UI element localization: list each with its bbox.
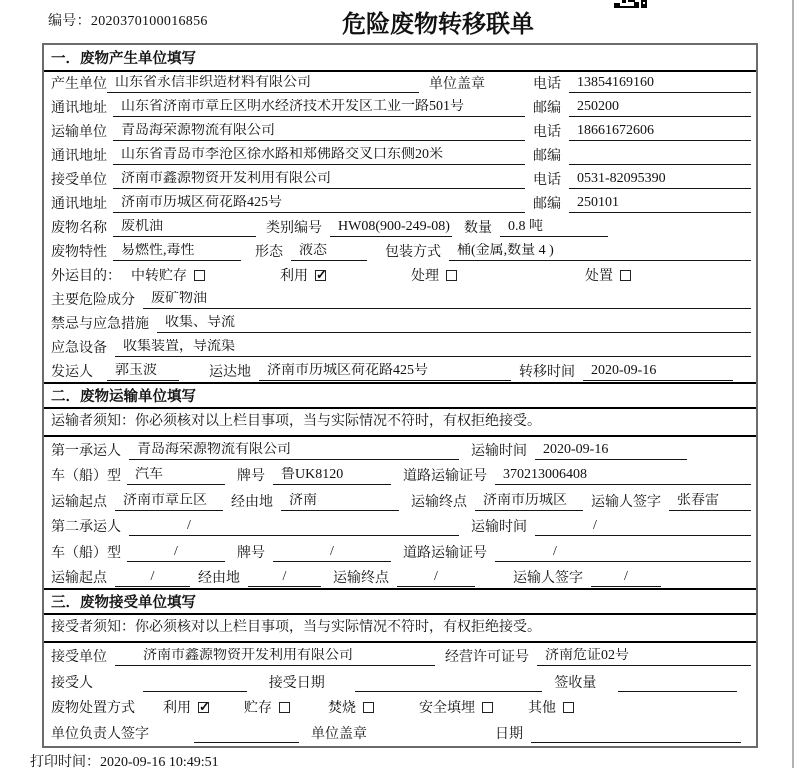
end-label: 运输终点 <box>411 494 467 510</box>
second-carrier-label: 第二承运人 <box>51 520 121 535</box>
transporter-notice-text: 运输者须知：你必须核对以上栏目事项，当与实际情况不符时，有权拒绝接受。 <box>51 414 541 429</box>
transporter-address-row <box>44 144 756 168</box>
option-label: 中转贮存 <box>131 269 187 284</box>
waste-name-row <box>44 216 756 240</box>
disposal-method-row <box>44 695 756 721</box>
disposal-option-incinerate <box>328 701 374 717</box>
transport-time-label: 运输时间 <box>471 443 527 459</box>
route1-row <box>44 488 756 514</box>
address-label: 通讯地址 <box>51 197 107 212</box>
option-label: 处理 <box>411 269 439 284</box>
acceptor-label: 接受人 <box>51 675 93 691</box>
zip-label: 邮编 <box>533 197 561 212</box>
producer-name-field: 山东省永信非织造材料有限公司 <box>107 75 419 93</box>
destination-field: 济南市历城区荷花路425号 <box>259 363 511 381</box>
road-permit2-field: / <box>495 544 751 562</box>
emergency-equipment-field: 收集装置，导流渠 <box>115 339 751 357</box>
transfer-date-field: 2020-09-16 <box>583 363 733 381</box>
waste-trait-label: 废物特性 <box>51 245 107 260</box>
receiver-phone-field: 0531-82095390 <box>569 171 751 189</box>
serial-number-line <box>48 10 208 30</box>
address-label: 通讯地址 <box>51 101 107 116</box>
accepting-unit-label: 接受单位 <box>51 649 107 665</box>
transfer-purpose-label: 外运目的： <box>51 269 121 284</box>
packing-field: 桶(金属,数量 4 ) <box>449 243 751 261</box>
waste-trait-row <box>44 240 756 264</box>
transporter-name-field: 青岛海荣源物流有限公司 <box>113 123 525 141</box>
origin-label: 运输起点 <box>51 494 107 510</box>
category-code-label: 类别编号 <box>266 221 322 236</box>
transporter-zip-field <box>569 163 751 165</box>
form-table <box>42 43 758 748</box>
serial-number: 2020370100016856 <box>90 14 208 29</box>
acceptor-field <box>143 690 247 692</box>
plate2-field: / <box>273 544 391 562</box>
disposal-option-utilize <box>163 701 209 717</box>
producer-zip-field: 250200 <box>569 99 751 117</box>
receiver-row <box>44 168 756 192</box>
emergency-equipment-label: 应急设备 <box>51 341 107 356</box>
transporter-label: 运输单位 <box>51 125 107 140</box>
transporter-address-field: 山东省青岛市李沧区徐水路和郑佛路交叉口东侧20米 <box>113 147 525 165</box>
disposal-method-label: 废物处置方式 <box>51 701 135 717</box>
end2-field: / <box>397 569 475 587</box>
checked-checkbox-icon <box>315 270 326 281</box>
purpose-option-transit-storage <box>131 269 205 285</box>
receiver-notice-row <box>44 615 756 643</box>
leader-sign-field <box>194 741 299 743</box>
section3-header: 三．废物接受单位填写 <box>44 588 756 615</box>
emergency-equipment-row <box>44 336 756 360</box>
second-carrier-row <box>44 514 756 540</box>
page-right-edge-divider <box>792 0 794 768</box>
transfer-date-label: 转移时间 <box>519 365 575 380</box>
page-title: 危险废物转移联单 <box>342 12 534 38</box>
receiver-address-row <box>44 192 756 216</box>
option-label: 焚烧 <box>328 701 356 717</box>
packing-label: 包装方式 <box>385 245 441 260</box>
origin2-field: / <box>115 569 190 587</box>
leader-sign-label: 单位负责人签字 <box>51 727 149 742</box>
date-field <box>531 741 741 743</box>
hazard-component-row <box>44 288 756 312</box>
unit-seal-label: 单位盖章 <box>311 727 367 742</box>
vehicle-type-label: 车（船）型 <box>51 469 121 484</box>
plate-label: 牌号 <box>237 545 265 561</box>
print-time-value: 2020-09-16 10:49:51 <box>100 755 219 768</box>
vehicle-type2-field: / <box>127 544 225 562</box>
first-carrier-label: 第一承运人 <box>51 443 121 459</box>
accept-date-label: 接受日期 <box>268 675 325 691</box>
zip-label: 邮编 <box>533 149 561 164</box>
license-field: 济南危证02号 <box>537 648 751 666</box>
via-label: 经由地 <box>198 571 240 586</box>
carrier-sign-label: 运输人签字 <box>513 571 583 586</box>
phone-label: 电话 <box>533 77 561 92</box>
receiver-label: 接受单位 <box>51 173 107 188</box>
accepting-unit-row <box>44 643 756 669</box>
receiver-notice-text: 接受者须知：你必须核对以上栏目事项，当与实际情况不符时，有权拒绝接受。 <box>51 620 541 635</box>
plate1-field: 鲁UK8120 <box>273 467 391 485</box>
checkbox-icon <box>363 702 374 713</box>
first-carrier-row <box>44 437 756 463</box>
print-time-line <box>30 751 219 768</box>
phone-label: 电话 <box>533 125 561 140</box>
option-label: 利用 <box>163 701 191 717</box>
address-label: 通讯地址 <box>51 149 107 164</box>
shipper-label: 发运人 <box>51 365 93 380</box>
transport-time-label: 运输时间 <box>471 520 527 535</box>
origin1-field: 济南市章丘区 <box>115 493 223 511</box>
unit-seal-label: 单位盖章 <box>429 77 485 92</box>
end1-field: 济南市历城区 <box>475 493 583 511</box>
carrier-sign-label: 运输人签字 <box>591 494 661 510</box>
producer-phone-field: 13854169160 <box>569 75 751 93</box>
physical-form-field: 液态 <box>291 243 367 261</box>
vehicle2-row <box>44 539 756 565</box>
checkbox-icon <box>194 270 205 281</box>
transfer-purpose-row <box>44 264 756 288</box>
taboo-measures-field: 收集、导流 <box>157 315 751 333</box>
receiver-address-field: 济南市历城区荷花路425号 <box>113 195 525 213</box>
option-label: 利用 <box>280 269 308 284</box>
license-label: 经营许可证号 <box>445 649 529 665</box>
receiver-name-field: 济南市鑫源物资开发利用有限公司 <box>113 171 525 189</box>
physical-form-label: 形态 <box>255 245 283 260</box>
checkbox-icon <box>446 270 457 281</box>
producer-address-row <box>44 96 756 120</box>
leader-sign-row <box>44 720 756 746</box>
transporter-notice-row <box>44 409 756 437</box>
option-label: 贮存 <box>244 701 272 717</box>
origin-label: 运输起点 <box>51 571 107 586</box>
waste-name-field: 废机油 <box>113 219 256 237</box>
option-label: 安全填埋 <box>419 701 475 717</box>
vehicle-type1-field: 汽车 <box>127 467 225 485</box>
option-label: 其他 <box>528 701 556 717</box>
zip-label: 邮编 <box>533 101 561 116</box>
purpose-option-dispose <box>585 269 631 285</box>
transport-time2-field: / <box>535 518 751 536</box>
waste-trait-field: 易燃性,毒性 <box>113 243 241 261</box>
via1-field: 济南 <box>281 493 399 511</box>
taboo-measures-row <box>44 312 756 336</box>
checkbox-icon <box>279 702 290 713</box>
purpose-option-utilize <box>280 269 326 285</box>
carrier-sign1-field: 张春雷 <box>669 493 751 511</box>
end-label: 运输终点 <box>333 571 389 586</box>
purpose-option-treat <box>411 269 457 285</box>
destination-label: 运达地 <box>209 365 251 380</box>
received-qty-field <box>618 690 737 692</box>
category-code-field: HW08(900-249-08) <box>330 219 452 237</box>
via2-field: / <box>248 569 321 587</box>
hazard-component-label: 主要危险成分 <box>51 293 135 308</box>
road-permit-label: 道路运输证号 <box>403 469 487 484</box>
acceptor-row <box>44 669 756 695</box>
accept-date-field <box>355 690 543 692</box>
serial-label: 编号： <box>48 14 91 29</box>
first-carrier-field: 青岛海荣源物流有限公司 <box>129 442 459 460</box>
print-time-label: 打印时间： <box>30 755 100 768</box>
option-label: 处置 <box>585 269 613 284</box>
vehicle-type-label: 车（船）型 <box>51 545 121 561</box>
transporter-phone-field: 18661672606 <box>569 123 751 141</box>
phone-label: 电话 <box>533 173 561 188</box>
qr-code-fragment-icon <box>614 0 648 8</box>
producer-label: 产生单位 <box>51 77 107 92</box>
disposal-option-landfill <box>419 701 493 717</box>
via-label: 经由地 <box>231 494 273 510</box>
receiver-zip-field: 250101 <box>569 195 751 213</box>
road-permit-label: 道路运输证号 <box>403 545 487 561</box>
transport-time1-field: 2020-09-16 <box>535 442 687 460</box>
vehicle1-row <box>44 463 756 489</box>
shipper-field: 郭玉波 <box>107 363 179 381</box>
section1-header: 一．废物产生单位填写 <box>44 45 756 72</box>
shipper-row <box>44 360 756 384</box>
disposal-option-other <box>528 701 574 717</box>
waste-name-label: 废物名称 <box>51 221 107 236</box>
producer-address-field: 山东省济南市章丘区明水经济技术开发区工业一路501号 <box>113 99 525 117</box>
disposal-option-store <box>244 701 290 717</box>
taboo-measures-label: 禁忌与应急措施 <box>51 317 149 332</box>
quantity-label: 数量 <box>464 221 492 236</box>
second-carrier-field: / <box>129 518 459 536</box>
road-permit1-field: 370213006408 <box>495 467 751 485</box>
checkbox-icon <box>620 270 631 281</box>
carrier-sign2-field: / <box>591 569 661 587</box>
checked-checkbox-icon <box>198 702 209 713</box>
checkbox-icon <box>563 702 574 713</box>
accepting-unit-field: 济南市鑫源物资开发利用有限公司 <box>115 648 435 666</box>
hazard-component-field: 废矿物油 <box>143 291 751 309</box>
plate-label: 牌号 <box>237 469 265 484</box>
date-label: 日期 <box>495 727 523 742</box>
section2-header: 二．废物运输单位填写 <box>44 382 756 409</box>
route2-row <box>44 565 756 591</box>
quantity-field: 0.8 吨 <box>500 219 608 237</box>
producer-row <box>44 72 756 96</box>
transporter-row <box>44 120 756 144</box>
received-qty-label: 签收量 <box>554 675 597 691</box>
checkbox-icon <box>482 702 493 713</box>
